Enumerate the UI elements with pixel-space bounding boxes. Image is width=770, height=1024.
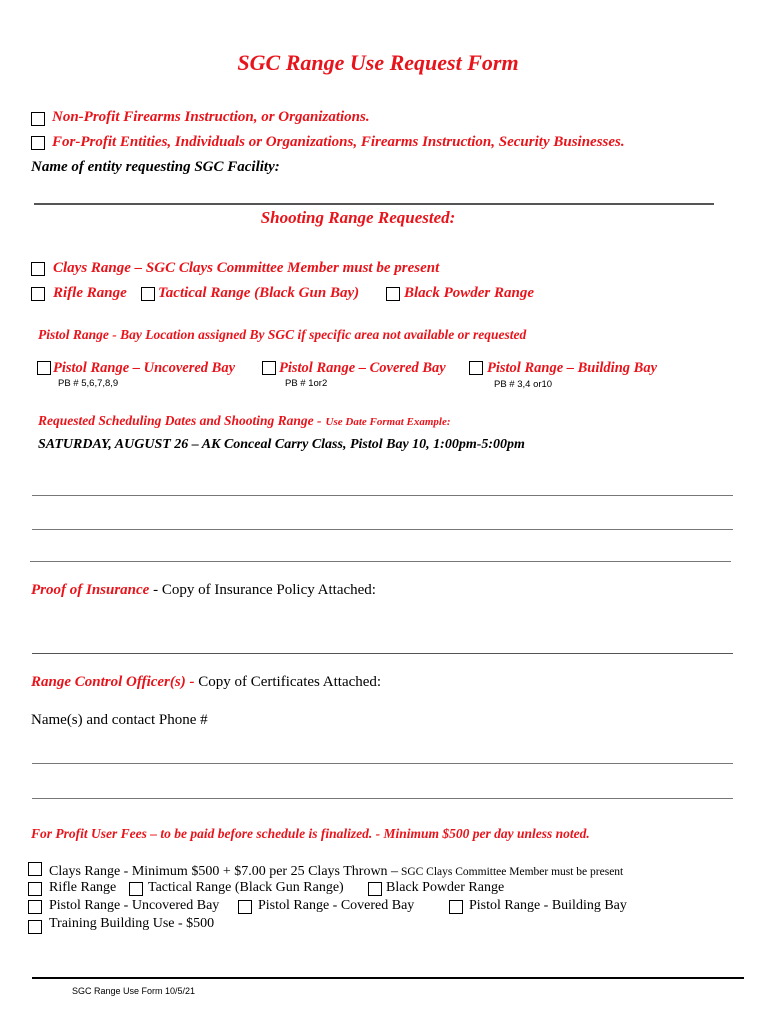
pistol-covered-label: Pistol Range – Covered Bay bbox=[279, 360, 446, 376]
fee-rifle-checkbox[interactable] bbox=[28, 882, 42, 896]
fee-training-building-checkbox[interactable] bbox=[28, 920, 42, 934]
entity-name-line[interactable] bbox=[34, 203, 714, 205]
pistol-uncovered-label: Pistol Range – Uncovered Bay bbox=[53, 360, 236, 376]
scheduling-heading: Requested Scheduling Dates and Shooting Range - bbox=[38, 413, 322, 428]
fee-clays-checkbox[interactable] bbox=[28, 862, 42, 876]
pistol-covered-checkbox[interactable] bbox=[262, 361, 276, 375]
rco-label: Range Control Officer(s) bbox=[31, 674, 186, 690]
insurance-label: Proof of Insurance bbox=[31, 582, 150, 598]
forprofit-label: For-Profit Entities, Individuals or Organizations, Firearms Instruction, Security Businesses. bbox=[52, 134, 625, 150]
fee-training-building-label: Training Building Use - $500 bbox=[49, 916, 215, 931]
nonprofit-label: Non-Profit Firearms Instruction, or Organizations. bbox=[52, 109, 370, 125]
pistol-uncovered-checkbox[interactable] bbox=[37, 361, 51, 375]
tactical-range-label: Tactical Range (Black Gun Bay) bbox=[158, 285, 360, 301]
rifle-range-label: Rifle Range bbox=[53, 285, 127, 301]
contact-label: Name(s) and contact Phone # bbox=[31, 712, 208, 728]
schedule-line-1[interactable] bbox=[32, 495, 733, 496]
fee-clays-row bbox=[49, 862, 623, 880]
schedule-line-2[interactable] bbox=[32, 529, 733, 530]
fee-pistol-covered-checkbox[interactable] bbox=[238, 900, 252, 914]
forprofit-checkbox[interactable] bbox=[31, 136, 45, 150]
fee-pistol-covered-label: Pistol Range - Covered Bay bbox=[258, 898, 415, 913]
fee-pistol-uncovered-checkbox[interactable] bbox=[28, 900, 42, 914]
footer-rule bbox=[32, 977, 744, 979]
scheduling-format-note: Use Date Format Example: bbox=[325, 416, 451, 428]
scheduling-heading-row bbox=[38, 412, 451, 430]
fee-pistol-uncovered-label: Pistol Range - Uncovered Bay bbox=[49, 898, 220, 913]
schedule-line-3[interactable] bbox=[30, 561, 731, 562]
rifle-range-checkbox[interactable] bbox=[31, 287, 45, 301]
fee-clays-label: Clays Range - Minimum $500 + $7.00 per 25 Clays Thrown – bbox=[49, 864, 399, 879]
fee-pistol-building-checkbox[interactable] bbox=[449, 900, 463, 914]
pistol-covered-bays: PB # 1or2 bbox=[285, 378, 328, 389]
rco-dash: - bbox=[185, 674, 195, 690]
insurance-line[interactable] bbox=[32, 653, 733, 654]
pistol-building-checkbox[interactable] bbox=[469, 361, 483, 375]
entity-name-label: Name of entity requesting SGC Facility: bbox=[31, 159, 280, 175]
clays-range-label: Clays Range – SGC Clays Committee Member must be present bbox=[53, 260, 440, 276]
contact-line-1[interactable] bbox=[32, 763, 733, 764]
clays-range-checkbox[interactable] bbox=[31, 262, 45, 276]
black-powder-label: Black Powder Range bbox=[404, 285, 534, 301]
contact-line-2[interactable] bbox=[32, 798, 733, 799]
fee-clays-note: SGC Clays Committee Member must be present bbox=[398, 866, 624, 878]
tactical-range-checkbox[interactable] bbox=[141, 287, 155, 301]
fees-heading: For Profit User Fees – to be paid before schedule is finalized. - Minimum $500 per day unless noted. bbox=[31, 826, 590, 841]
pistol-building-bays: PB # 3,4 or10 bbox=[494, 379, 553, 390]
insurance-text: - Copy of Insurance Policy Attached: bbox=[149, 582, 376, 598]
fee-rifle-label: Rifle Range bbox=[49, 880, 117, 895]
rco-text: Copy of Certificates Attached: bbox=[194, 674, 382, 690]
page-title: SGC Range Use Request Form bbox=[237, 50, 519, 75]
fee-tactical-label: Tactical Range (Black Gun Range) bbox=[148, 880, 344, 895]
scheduling-example: SATURDAY, AUGUST 26 – AK Conceal Carry Class, Pistol Bay 10, 1:00pm-5:00pm bbox=[38, 437, 525, 452]
insurance-row bbox=[31, 582, 376, 599]
fee-black-powder-checkbox[interactable] bbox=[368, 882, 382, 896]
pistol-range-note: Pistol Range - Bay Location assigned By SGC if specific area not available or requested bbox=[38, 327, 527, 342]
rco-row bbox=[31, 674, 381, 691]
fee-pistol-building-label: Pistol Range - Building Bay bbox=[469, 898, 627, 913]
fee-tactical-checkbox[interactable] bbox=[129, 882, 143, 896]
footer-text: SGC Range Use Form 10/5/21 bbox=[72, 986, 196, 996]
shooting-range-heading: Shooting Range Requested: bbox=[260, 208, 456, 227]
fee-black-powder-label: Black Powder Range bbox=[386, 880, 505, 895]
pistol-building-label: Pistol Range – Building Bay bbox=[487, 360, 657, 376]
black-powder-checkbox[interactable] bbox=[386, 287, 400, 301]
nonprofit-checkbox[interactable] bbox=[31, 112, 45, 126]
pistol-uncovered-bays: PB # 5,6,7,8,9 bbox=[58, 378, 119, 389]
